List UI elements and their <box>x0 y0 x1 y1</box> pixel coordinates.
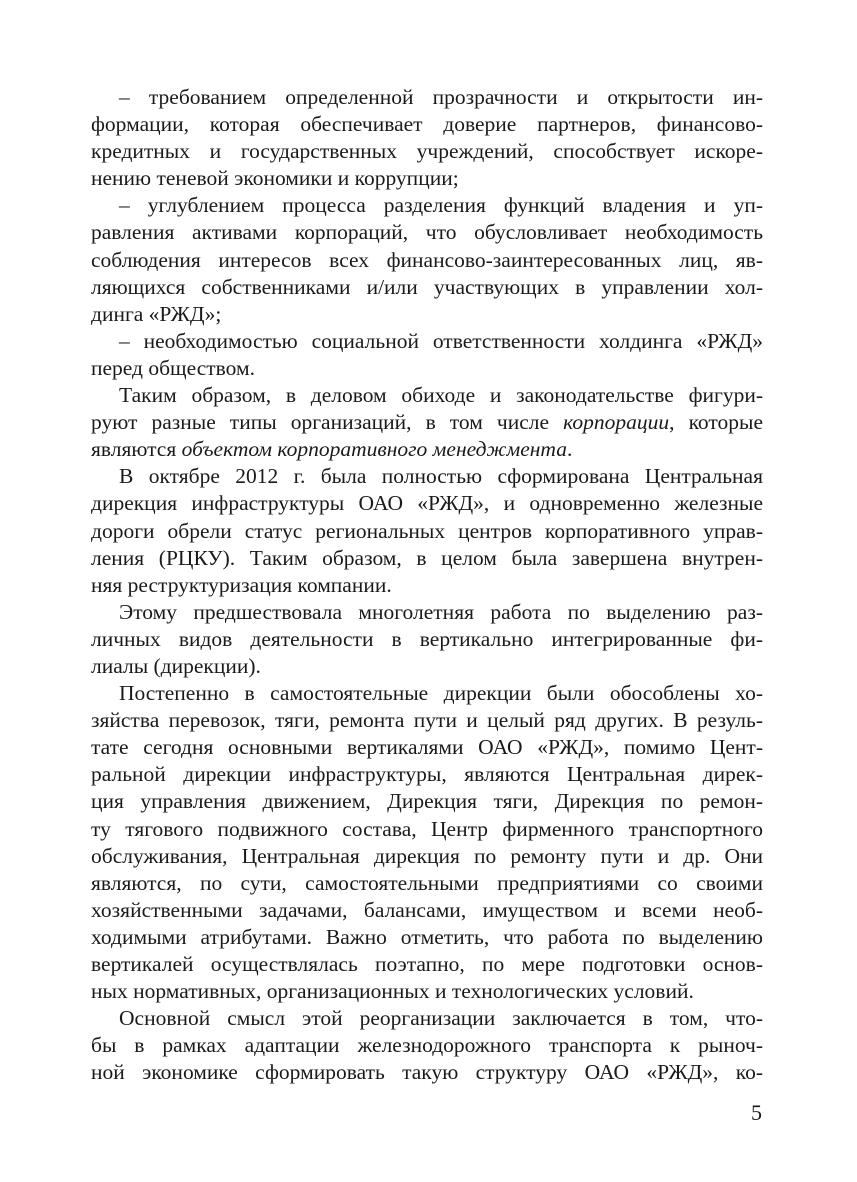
text-line: вертикалей осуществлялась поэтапно, по мере подготовки основ- <box>91 952 763 976</box>
text-line: ных нормативных, организационных и технологических условий. <box>91 979 694 1004</box>
text-line: кредитных и государственных учреждений, способствует искоре- <box>91 139 763 164</box>
text-line: являются, по сути, самостоятельными предприятиями со своими <box>91 870 763 895</box>
text-line: равления активами корпораций, что обусловливает необходимость <box>91 220 763 245</box>
text-run: . <box>566 437 573 462</box>
page-body <box>91 84 763 1086</box>
text-line: няя реструктуризация компании. <box>91 572 392 597</box>
text-line-with-italic <box>91 409 763 436</box>
text-line: хозяйственными задачами, балансами, имуществом и всеми необ- <box>91 897 763 922</box>
text-line: обслуживания, Центральная дирекция по ремонту пути и др. Они <box>91 843 763 868</box>
text-line: ция управления движением, Дирекция тяги, Дирекция по ремон- <box>91 789 763 814</box>
text-line: дороги обрели статус региональных центров корпоративного управ- <box>91 518 763 543</box>
text-line: – необходимостью социальной ответственности холдинга «РЖД» <box>119 328 763 353</box>
text-line: формации, которая обеспечивает доверие партнеров, финансово- <box>91 112 763 137</box>
text-line: – требованием определенной прозрачности и открытости ин- <box>119 85 763 109</box>
text-run: руют разные типы организаций, в том числе <box>91 410 564 435</box>
text-line: личных видов деятельности в вертикально интегрированные фи- <box>91 626 763 651</box>
text-line: Основной смысл этой реорганизации заключается в том, что- <box>119 1006 763 1031</box>
text-run: являются <box>91 437 182 462</box>
text-line: перед обществом. <box>91 355 255 380</box>
text-line: зяйства перевозок, тяги, ремонта пути и целый ряд других. В резуль- <box>91 708 763 733</box>
text-line: Таким образом, в деловом обиходе и законодательстве фигури- <box>119 383 763 408</box>
text-line: ходимыми атрибутами. Важно отметить, что работа по выделению <box>91 924 763 949</box>
text-line: Постепенно в самостоятельные дирекции были обособлены хо- <box>119 681 763 706</box>
text-line: Этому предшествовала многолетняя работа по выделению раз- <box>119 599 763 624</box>
text-line: ляющихся собственниками и/или участвующих в управлении хол- <box>91 274 763 299</box>
text-line: соблюдения интересов всех финансово-заинтересованных лиц, яв- <box>91 247 763 272</box>
italic-term: корпорации <box>563 410 670 435</box>
text-line-with-italic <box>91 436 763 463</box>
text-line: дирекция инфраструктуры ОАО «РЖД», и одновременно железные <box>91 491 763 516</box>
text-line: ральной дирекции инфраструктуры, являются Центральная дирек- <box>91 762 763 787</box>
italic-term: объектом корпоративного менеджмента <box>181 437 567 462</box>
text-line: динга «РЖД»; <box>91 301 222 326</box>
text-line: ления (РЦКУ). Таким образом, в целом была завершена внутрен- <box>91 545 763 570</box>
text-line: лиалы (дирекции). <box>91 653 261 678</box>
page-number: 5 <box>751 1100 762 1125</box>
text-line: – углублением процесса разделения функций владения и уп- <box>119 193 763 218</box>
text-line: В октябре 2012 г. была полностью сформирована Центральная <box>119 464 763 489</box>
text-run: , которые <box>669 410 764 435</box>
text-line: бы в рамках адаптации железнодорожного транспорта к рыноч- <box>91 1033 763 1058</box>
text-line: тате сегодня основными вертикалями ОАО «РЖД», помимо Цент- <box>91 735 763 760</box>
text-line: ной экономике сформировать такую структуру ОАО «РЖД», ко- <box>91 1060 763 1085</box>
text-line: нению теневой экономики и коррупции; <box>91 166 459 191</box>
text-line: ту тягового подвижного состава, Центр фирменного транспортного <box>91 816 763 841</box>
